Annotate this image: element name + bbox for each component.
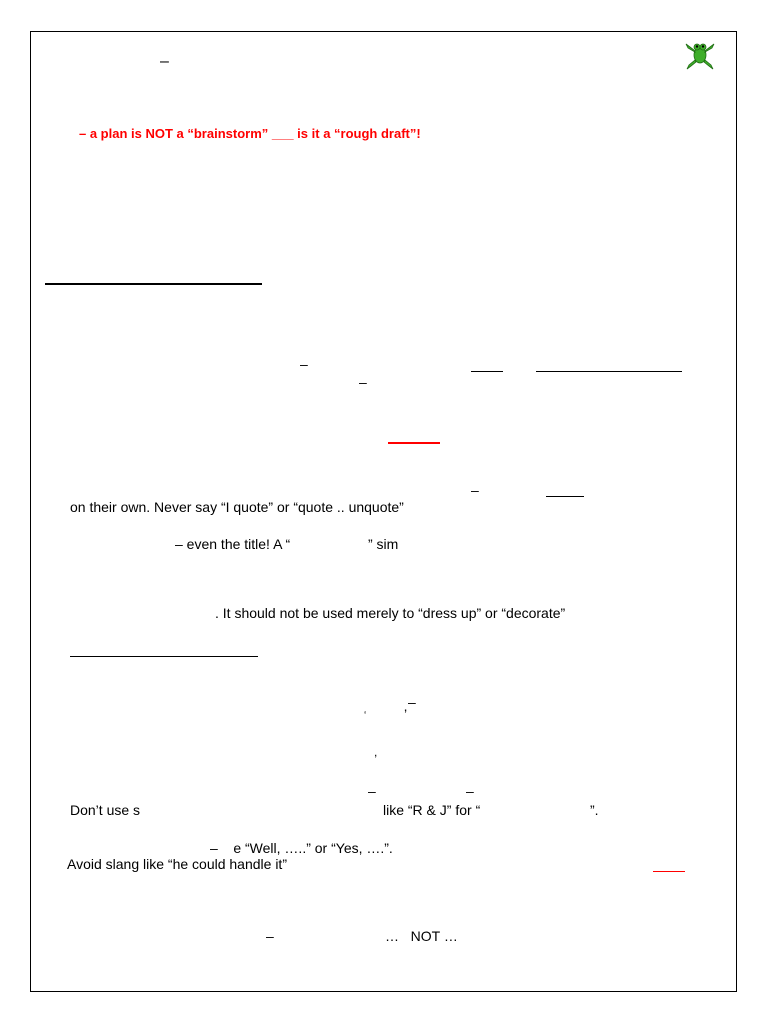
dash-d: – [408,694,416,710]
rj-end: ”. [590,802,599,818]
dash-g: – [266,928,274,944]
dash-e: – [368,783,376,799]
dont-use-text: Don’t use s [70,802,141,818]
well-text: – e “Well, …..” or “Yes, ….”. [210,840,393,856]
red-blank-rule-2 [653,871,685,872]
blank-rule-3 [546,496,584,497]
section-rule-2 [70,656,258,657]
frog-icon [684,38,716,70]
quote-line: on their own. Never say “I quote” or “quote .. unquote” [70,499,404,515]
blank-rule-1 [471,371,503,372]
red-blank-rule [388,442,440,444]
blank-rule-2 [536,371,682,372]
dash-f: – [466,783,474,799]
slang-text: Avoid slang like “he could handle it” [67,856,287,872]
comma-small: , [374,745,378,759]
title-line: – even the title! A “ [175,536,291,552]
dash-b: – [359,374,367,390]
section-rule [45,283,262,285]
decorate-line: . It should not be used merely to “dress up” or “decorate” [215,605,566,621]
not-text: … NOT … [385,928,458,944]
dash-a: – [300,356,308,372]
rj-text: like “R & J” for “ [383,802,481,818]
heading-dash: – [160,53,169,70]
sim-text: ” sim [368,536,399,552]
dash-c: – [471,482,479,498]
tick-2: ’ [404,706,408,722]
plan-warning: – a plan is NOT a “brainstorm” ___ is it a “rough draft”! [79,126,421,141]
tick-1: ‘ [364,710,367,721]
